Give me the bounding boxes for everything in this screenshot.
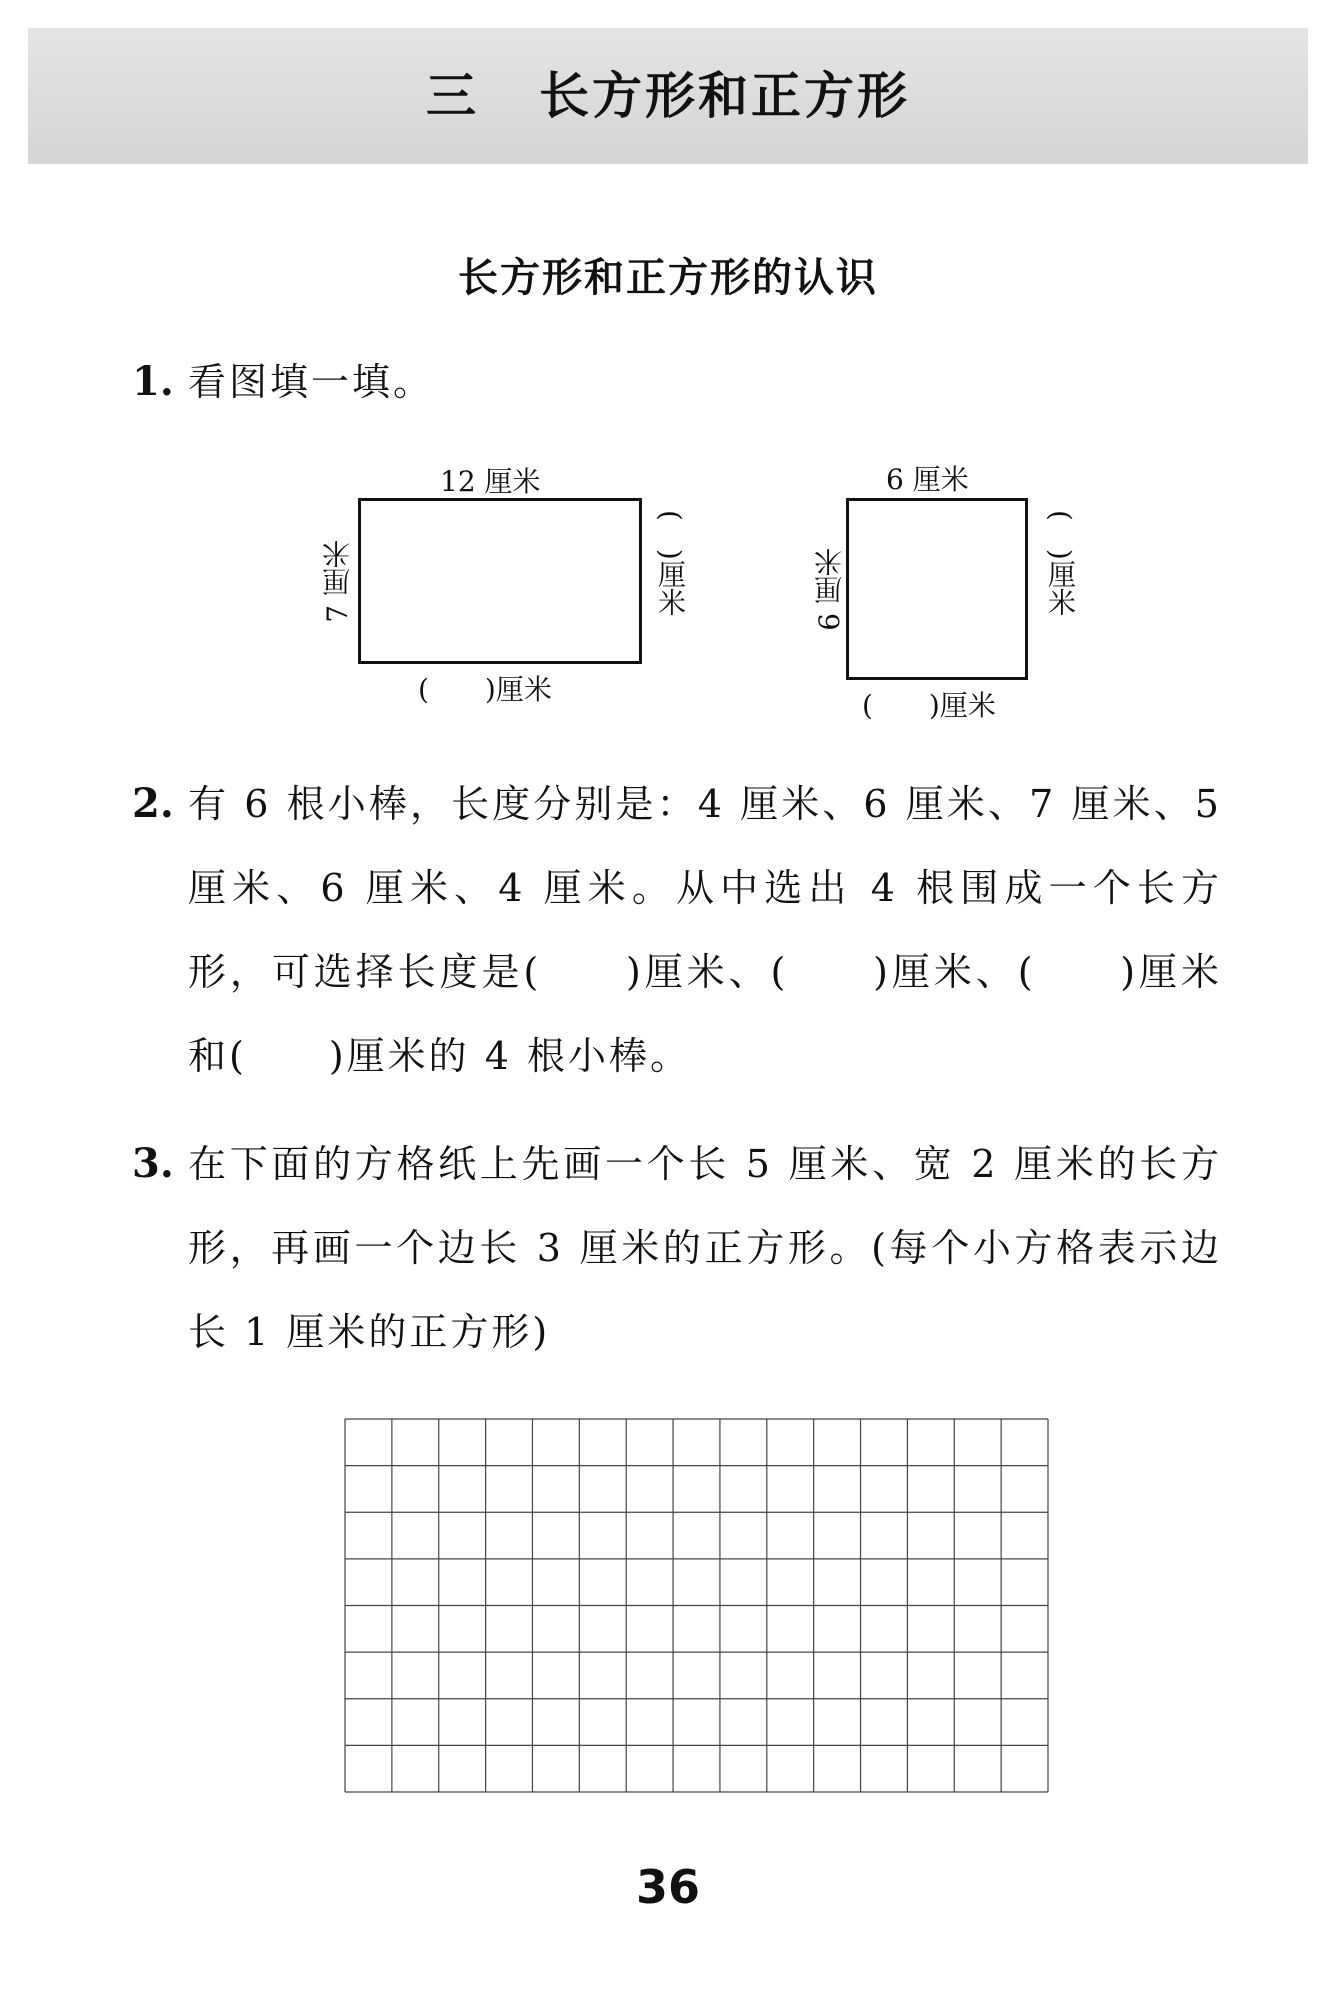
chapter-banner — [28, 28, 1308, 164]
rectangle-figure — [358, 498, 642, 664]
rect-top-label: 12 厘米 — [440, 465, 541, 498]
square-top-label: 6 厘米 — [886, 463, 969, 496]
square-right-label[interactable]: ( )厘米 — [1044, 510, 1077, 616]
chapter-number: 三 — [426, 67, 479, 125]
chapter-title — [28, 56, 1308, 128]
question-number: 1. — [132, 358, 174, 405]
rect-bottom-label[interactable]: ( )厘米 — [418, 673, 552, 706]
chapter-name: 长方形和正方形 — [539, 67, 910, 125]
page-number: 36 — [635, 1860, 700, 1914]
square-bottom-label[interactable]: ( )厘米 — [862, 689, 996, 722]
rect-left-label: 7 厘米 — [321, 540, 354, 623]
question-1 — [132, 340, 1222, 424]
question-number: 2. — [132, 780, 174, 827]
square-figure — [846, 498, 1028, 680]
section-title: 长方形和正方形的认识 — [458, 255, 878, 301]
question-text: 在下面的方格纸上先画一个长 5 厘米、宽 2 厘米的长方形，再画一个边长 3 厘米的正方形。(每个小方格表示边长 1 厘米的正方形) — [188, 1142, 1222, 1354]
rect-right-label[interactable]: ( )厘米 — [654, 510, 687, 616]
question-number: 3. — [132, 1140, 174, 1187]
question-text: 看图填一填。 — [188, 360, 435, 404]
square-left-label: 6 厘米 — [813, 548, 846, 631]
question-3 — [132, 1122, 1222, 1374]
question-text: 有 6 根小棒，长度分别是：4 厘米、6 厘米、7 厘米、5 厘米、6 厘米、4 厘米。从中选出 4 根围成一个长方形，可选择长度是( )厘米、( )厘米、( )厘米和( )厘米的 4 根小棒。 — [188, 782, 1222, 1078]
question-2 — [132, 762, 1222, 1098]
grid-paper[interactable] — [344, 1418, 1049, 1793]
